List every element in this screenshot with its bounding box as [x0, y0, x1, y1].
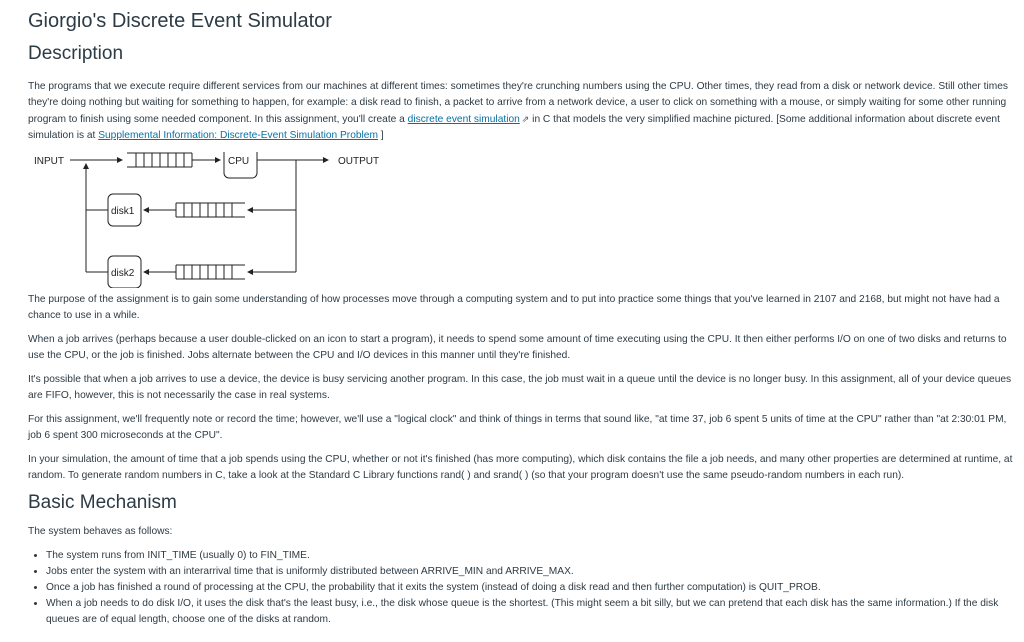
system-diagram-svg: [28, 152, 428, 288]
description-paragraph-5: For this assignment, we'll frequently note or record the time; however, we'll use a "logical clock" and think of things in terms that sound like, "at time 37, job 6 spent 5 units of time at the CPU" rather than "at 2:30:01 PM, job 6 spent 300 microseconds at the CPU".: [28, 414, 1007, 441]
description-paragraph-1: The programs that we execute require different services from our machines at different times: sometimes they're crunching numbers using the CPU. Other times, they read from a disk or network device. Still other times they're doing nothing but waiting for something to happen, for example: a disk read to finish, a packet to arrive from a network device, a user to click on something with a mouse, or simply waiting for some other running program to finish using some needed component. In this assignment, you'll create a discrete event simulation ⇗ in C that models the very simplified machine pictured. [Some additional information about discrete event simulation is at Supplemental Information: Discrete-Event Simulation Problem ]: [28, 81, 1008, 141]
output-label: OUTPUT: [338, 156, 380, 167]
cpu-label: CPU: [228, 156, 250, 167]
system-diagram: [28, 152, 1014, 288]
description-paragraph-3: When a job arrives (perhaps because a user double-clicked on an icon to start a program), it needs to spend some amount of time executing using the CPU. It then either performs I/O on one of two disks and returns to use the CPU, or the job is finished. Jobs alternate between the CPU and I/O devices in this manner until they're finished.: [28, 334, 1007, 361]
mechanism-list: [28, 548, 1014, 628]
page-title: Giorgio's Discrete Event Simulator: [28, 10, 332, 32]
external-link-icon: ⇗: [521, 114, 530, 124]
disk2-queue: [176, 265, 245, 279]
disk2-label: disk2: [111, 268, 135, 279]
description-heading: Description: [28, 43, 124, 64]
disk1-label: disk1: [111, 206, 135, 217]
list-item: • When a job needs to do disk I/O, it uses the disk that's the least busy, i.e., the disk whose queue is the shortest. (This might seem a bit silly, but we can pretend that each disk has the same information.) If the disk queues are of equal length, choose one of the disks at random.: [46, 596, 1014, 628]
description-paragraph-2: The purpose of the assignment is to gain some understanding of how processes move through a computing system and to put into practice some things that you've learned in 2107 and 2168, but might not have had a chance to use in a while.: [28, 294, 1000, 321]
description-paragraph-6: In your simulation, the amount of time that a job spends using the CPU, whether or not it's finished (has more computing), which disk contains the file a job needs, and many other properties are determined at runtime, at random. To generate random numbers in C, take a look at the Standard C Library functions rand( ) and srand( ) (so that your program doesn't use the same pseudo-random numbers in each run).: [28, 454, 1013, 481]
list-item: • Jobs enter the system with an interarrival time that is uniformly distributed between ARRIVE_MIN and ARRIVE_MAX.: [46, 564, 1014, 580]
list-item: • The system runs from INIT_TIME (usually 0) to FIN_TIME.: [46, 548, 1014, 564]
mechanism-intro: The system behaves as follows:: [28, 526, 173, 537]
disk1-queue: [176, 203, 245, 217]
supplemental-information-link[interactable]: Supplemental Information: Discrete-Event Simulation Problem: [98, 130, 378, 141]
mechanism-heading: Basic Mechanism: [28, 492, 177, 513]
input-label: INPUT: [34, 156, 64, 167]
description-paragraph-4: It's possible that when a job arrives to use a device, the device is busy servicing another program. In this case, the job must wait in a queue until the device is no longer busy. In this assignment, all of your device queues are FIFO, however, this is not necessarily the case in real systems.: [28, 374, 1012, 401]
list-item: • Once a job has finished a round of processing at the CPU, the probability that it exits the system (instead of doing a disk read and then further computation) is QUIT_PROB.: [46, 580, 1014, 596]
discrete-event-simulation-link[interactable]: discrete event simulation: [407, 114, 520, 125]
cpu-queue: [127, 153, 192, 167]
